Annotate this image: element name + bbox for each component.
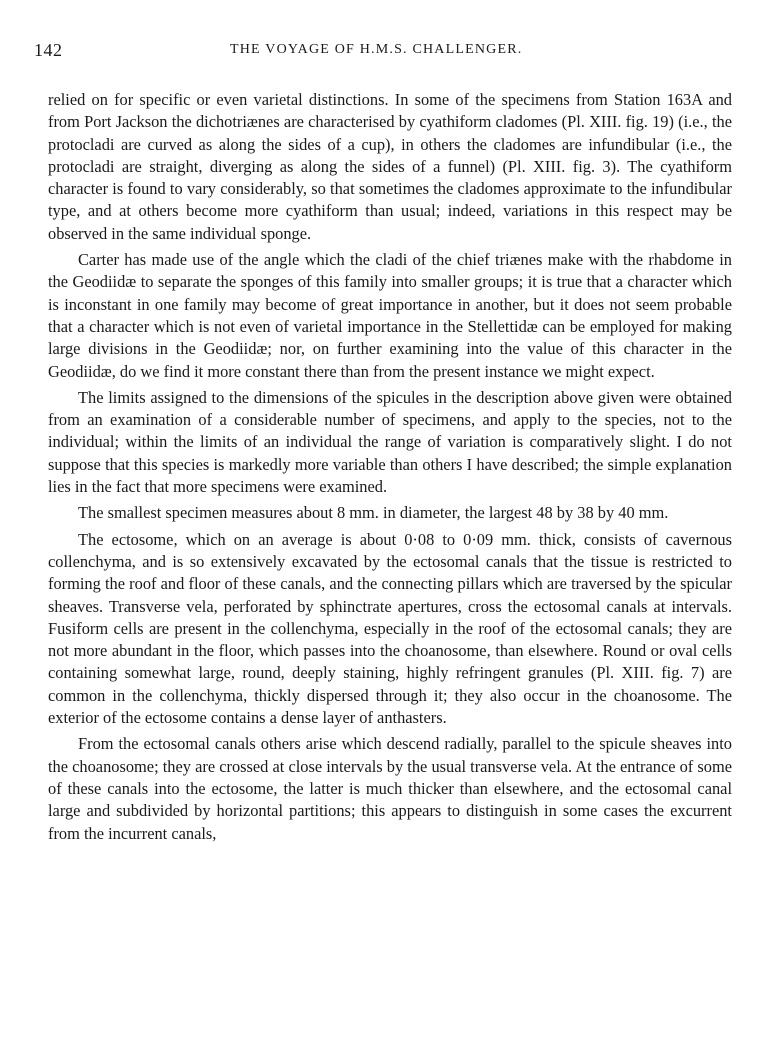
running-title: THE VOYAGE OF H.M.S. CHALLENGER. [230,42,523,57]
paragraph-ectosome: The ectosome, which on an average is about 0·08 to 0·09 mm. thick, consists of cavernous collenchyma, and is so extensively excavated by the ectosomal canals that the tissue is restricted to forming the roof and floor of these canals, and the connecting pillars which are traversed by the spicular sheaves. Transverse vela, perforated by sphinctrate apertures, cross the ectosomal canals at intervals. Fusiform cells are present in the collenchyma, especially in the roof of the ectosomal canals; they are not more abundant in the floor, which passes into the choanosome, than elsewhere. Round or oval cells containing somewhat large, round, deeply staining, highly refringent granules (Pl. XIII. fig. 7) are common in the collenchyma, thickly dispersed through it; they also occur in the choanosome. The exterior of the ectosome contains a dense layer of anthasters. [48,529,732,728]
page-number: 142 [34,40,63,60]
paragraph-specimen-size: The smallest specimen measures about 8 mm. in diameter, the largest 48 by 38 by 40 mm. [78,503,669,523]
paragraph-ectosomal-canals: From the ectosomal canals others arise which descend radially, parallel to the spicule sheaves into the choanosome; they are crossed at close intervals by the usual transverse vela. At the entrance of some of these canals into the ectosome, the latter is much thicker than elsewhere, and the ectosomal canal large and subdivided by horizontal partitions; this appears to distinguish in some cases the excurrent from the incurrent canals, [48,734,732,843]
body-text [48,89,732,849]
page-header [34,40,730,68]
paragraph-carter: Carter has made use of the angle which the cladi of the chief triænes make with the rhabdome in the Geodiidæ to separate the sponges of this family into smaller groups; it is true that a character which is inconstant in one family may become of great importance in another, but it does not seem probable that a character which is not even of varietal importance in the Stellettidæ can be employed for making large divisions in the Geodiidæ; nor, on further examining into the value of this character in the Geodiidæ, do we find it more constant there than from the present instance we might expect. [48,250,732,381]
paragraph-variation: relied on for specific or even varietal distinctions. In some of the specimens from Station 163A and from Port Jackson the dichotriænes are characterised by cyathiform cladomes (Pl. XIII. fig. 19) (i.e., the protocladi are curved as along the sides of a cup), in others the cladomes are infundibular (i.e., the protocladi are straight, diverging as along the sides of a funnel) (Pl. XIII. fig. 3). The cyathiform character is found to vary considerably, so that sometimes the cladomes approximate to the infundibular type, and at others become more cyathiform than usual; indeed, variations in this respect may be observed in the same individual sponge. [48,90,732,243]
paragraph-spicule-limits: The limits assigned to the dimensions of the spicules in the description above given were obtained from an examination of a considerable number of specimens, and apply to the species, not to the individual; within the limits of an individual the range of variation is comparatively slight. I do not suppose that this species is markedly more variable than others I have described; the simple explanation lies in the fact that more specimens were examined. [48,387,732,497]
